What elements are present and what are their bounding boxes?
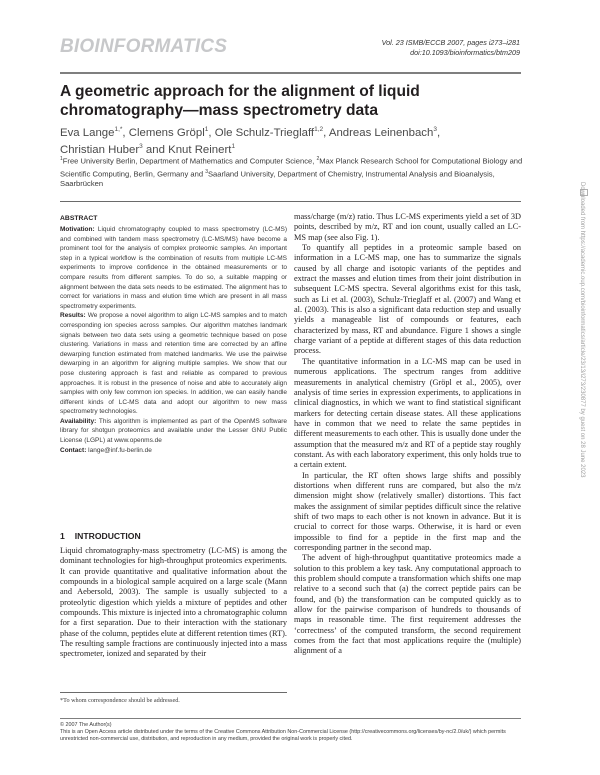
- author-affiliation-mark: 1,2: [314, 126, 324, 133]
- author-name: Clemens Gröpl: [128, 126, 205, 139]
- paragraph: mass/charge (m/z) ratio. Thus LC-MS experiments yield a set of 3D points, described by m/z, RT and ion count, usually called an LC-MS map (see also Fig. 1).: [294, 212, 521, 242]
- affiliation-2: Max Planck Research School for Computational Biology and Scientific Computing, Berlin, Germany and: [60, 156, 523, 179]
- affiliation-1: Free University Berlin, Department of Mathematics and Computer Science,: [62, 156, 317, 166]
- abstract-heading: ABSTRACT: [60, 215, 98, 222]
- abstract-label: Contact:: [60, 446, 87, 454]
- affiliation-mark: 1: [60, 156, 63, 162]
- author-affiliation-mark: 3: [139, 143, 143, 151]
- author-list: Eva Lange$^{1,*}$, Clemens Gröpl$^1$, Ole Schulz-Trieglaff$^{1,2}$, Andreas Leinenbach$^3$, Christian Huber$^3$ and Knut Reinert$^1$: [60, 126, 441, 157]
- footnote-rule: [60, 692, 287, 693]
- issue-doi: doi:10.1093/bioinformatics/btm209: [410, 47, 520, 57]
- author-affiliation-mark: 1: [204, 126, 209, 133]
- correspondence-footnote: *To whom correspondence should be addressed.: [60, 697, 180, 704]
- article-title: A geometric approach for the alignment of liquid chromatography—mass spectrometry data: [60, 83, 420, 119]
- footer-rule: [60, 718, 521, 719]
- abstract-label: Results:: [60, 312, 86, 320]
- section-heading: [60, 531, 141, 541]
- author-name: Knut Reinert: [168, 144, 232, 157]
- abstract-availability: [60, 417, 287, 446]
- author-name: Andreas Leinenbach: [328, 126, 434, 139]
- paragraph: The quantitative information in a LC-MS map can be used in numerous applications. The spectrum ranges from additive measurements in analytical chemistry (Gröpl et al., 2005), over analysis of time series in expression experiments, to applications in clinical diagnostics, in which we want to find statistical significant markers for detecting certain disease states. All these applications have in common that we need to relate the same peptides in different measurements to each other. This is usually done under the assumption that the measured m/z and RT of a peptide stay roughly constant. As with each laboratory experiment, this only holds true to a certain extent.: [294, 356, 521, 470]
- download-watermark-text: Downloaded from https://academic.oup.com/bioinformatics/article/23/13/i273/230877 by guest on 28 June 2023: [579, 182, 585, 478]
- contact-email[interactable]: lange@inf.fu-berlin.de: [86, 446, 152, 454]
- paragraph: To quantify all peptides in a proteomic sample based on information in a LC-MS map, one has to summarize the signals caused by all charge and isotopic variants of the peptides and extract the masses and elution times from their joint distribution in subsequent LC-MS spectra. Several algorithms exist for this task, such as Li et al. (2003), Schulz-Trieglaff et al. (2007) and Wang et al. (2003). This is also a significant data reduction step and usually yields a manageable list of compounds or features, each characterized by mass, RT and abundance. Figure 1 shows a single charge variant of a peptide at different stages of this data reduction process.: [294, 243, 521, 356]
- title-rule: [60, 201, 521, 202]
- paragraph: In particular, the RT often shows large shifts and possibly distortions when different runs are compared, but also the m/z dimension might show (relatively smaller) distortions. This fact makes the assignment of similar peptides difficult since the relative shift of two maps to each other is not known in advance. But it is crucial to correct for those warps. Otherwise, it is hard or even impossible to find for a peptide in the first map and the corresponding partner in the second map.: [294, 470, 521, 552]
- abstract-results: [60, 311, 287, 417]
- author-affiliation-mark: 1,*: [114, 126, 123, 133]
- journal-name: BIOINFORMATICS: [60, 36, 228, 57]
- author-name: Christian Huber: [60, 144, 140, 157]
- abstract-label: Motivation:: [60, 226, 95, 233]
- author-affiliation-mark: 1: [231, 143, 236, 151]
- paragraph: The advent of high-throughput quantitative proteomics made a solution to this problem a key task. Any computational approach to this problem should compute a transformation which shifts one map relative to a second such that (a) the correct peptide pairs can be found, and (b) the transformation can be computed quickly as to allow for the pairwise comparison of hundreds to thousands of maps in reasonable time. The first requirement addresses the ‘correctness’ of the computed transform, the second requirement comes from the fact that most applications require the (multiple) alignment of a: [294, 553, 521, 656]
- abstract-motivation: [60, 225, 287, 311]
- affiliation-mark: 3: [205, 168, 208, 175]
- issue-volume-pages: Vol. 23 ISMB/ECCB 2007, pages i273–i281: [381, 38, 520, 47]
- license-block: [60, 722, 530, 743]
- author-affiliation-mark: 3: [433, 126, 437, 133]
- affiliation-3: Saarland University, Department of Chemistry, Instrumental Analysis and Bioanalysis, Saarbrücken: [60, 169, 495, 189]
- license-text: This is an Open Access article distributed under the terms of the Creative Commons Attribution Non-Commercial License (http://creativecommons.org/licenses/by-nc/2.0/uk/) which permits unrestricted non-commercial use, distribution, and reproduction in any medium, provided the original work is properly cited.: [60, 729, 506, 742]
- author-name: Eva Lange: [60, 126, 115, 139]
- section-title: INTRODUCTION: [74, 531, 141, 541]
- author-name: Ole Schulz-Trieglaff: [214, 126, 315, 139]
- affiliations: [60, 154, 530, 189]
- issue-info: [382, 38, 520, 57]
- section-number: 1: [60, 531, 65, 541]
- abstract-body: [60, 225, 287, 455]
- affiliation-mark: 2: [316, 156, 320, 162]
- abstract-text: We propose a novel algorithm to align LC-MS samples and to match corresponding ion species across samples. Our algorithm matches landmark signals between two data sets using a geometric technique based on pose clustering. Variations in mass and retention time are corrected by an affine dewarping function estimated from matched landmarks. We use the pairwise dewarping in an algorithm for aligning multiple samples. We show that our pose clustering approach is fast and reliable as compared to previous approaches. It is robust in the presence of noise and able to accurately align samples with only few common ion species. In addition, we can easily handle different kinds of LC-MS data and adopt our algorithm to new mass spectrometry technologies.: [60, 312, 287, 416]
- copyright-line: © 2007 The Author(s): [60, 722, 112, 728]
- download-watermark: [575, 182, 587, 582]
- introduction-text: [60, 546, 287, 660]
- header-rule: [60, 72, 521, 74]
- paragraph: Liquid chromatography-mass spectrometry (LC-MS) is among the dominant technologies for high-throughput proteomics experiments. It can provide quantitative and qualitative information about the compounds in a biological sample acquired on a large scale (Mann and Aebersold, 2003). The sample is usually subjected to a proteolytic digestion which yields a mixture of peptides and other compounds. This mixture is injected into a chromatographic column for a first separation. Due to their interaction with the stationary phase of the column, peptides elute at different retention times (RT). The resulting sample fractions are continuously injected into a mass spectrometer, ionized and separated by their: [60, 546, 287, 659]
- right-column-text: [294, 212, 521, 657]
- abstract-label: Availability:: [60, 417, 97, 425]
- abstract-text: Liquid chromatography coupled to mass spectrometry (LC-MS) and combined with tandem mass spectrometry (LC-MS/MS) have become a prominent tool for the analysis of complex proteomic samples. An important step in a typical workflow is the combination of results from multiple LC-MS experiments to improve confidence in the obtained measurements or to compare results from different samples. To do so, a suitable mapping or alignment between the data sets needs to be estimated. The alignment has to correct for variations in mass and elution time which are present in all mass spectrometry experiments.: [60, 226, 287, 310]
- abstract-contact: [60, 446, 287, 456]
- abstract-text: This algorithm is implemented as part of the OpenMS software library for shotgun proteomics and available under the Lesser GNU Public License (LGPL) at www.openms.de: [60, 417, 287, 445]
